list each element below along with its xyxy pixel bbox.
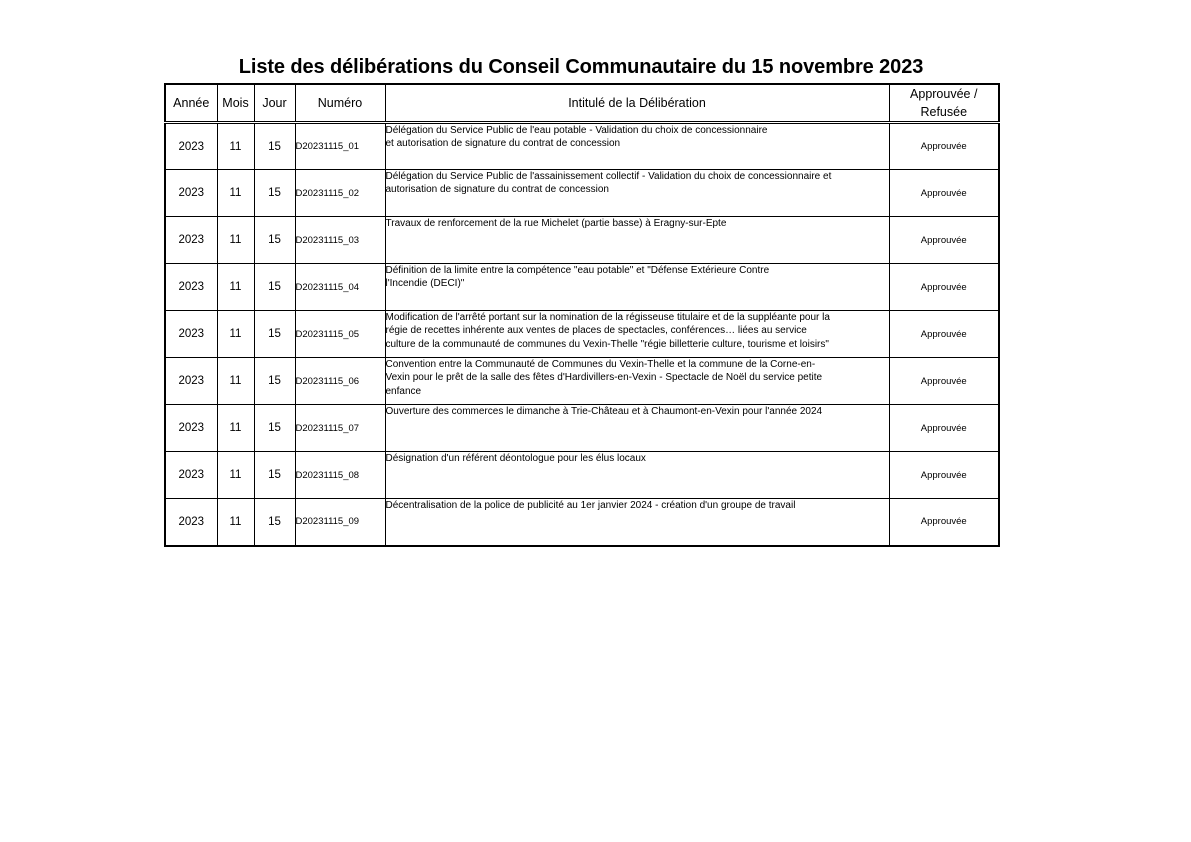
header-status-line1: Approuvée /: [910, 87, 978, 101]
cell-numero: D20231115_07: [295, 405, 385, 452]
header-intitule: Intitulé de la Délibération: [385, 84, 889, 123]
cell-annee: 2023: [165, 217, 217, 264]
cell-annee: 2023: [165, 452, 217, 499]
cell-intitule: Délégation du Service Public de l'assainissement collectif - Validation du choix de concessionnaire et autorisation de signature du contrat de concession: [385, 170, 889, 217]
cell-intitule: Convention entre la Communauté de Communes du Vexin-Thelle et la commune de la Corne-en- Vexin pour le prêt de la salle des fêtes d'Hardivillers-en-Vexin - Spectacle de Noël du service petite enfance: [385, 358, 889, 405]
cell-status: Approuvée: [889, 170, 999, 217]
header-jour: Jour: [254, 84, 295, 123]
cell-intitule: Modification de l'arrêté portant sur la nomination de la régisseuse titulaire et de la suppléante pour la régie de recettes inhérente aux ventes de places de spectacles, conférences… liées au service culture de la communauté de communes du Vexin-Thelle "régie billetterie culture, tourisme et loisirs": [385, 311, 889, 358]
table-row: [165, 358, 999, 405]
page-title: Liste des délibérations du Conseil Communautaire du 15 novembre 2023: [238, 56, 924, 78]
cell-jour: 15: [254, 452, 295, 499]
cell-numero: D20231115_02: [295, 170, 385, 217]
cell-status: Approuvée: [889, 311, 999, 358]
cell-numero: D20231115_06: [295, 358, 385, 405]
cell-status: Approuvée: [889, 123, 999, 170]
cell-intitule: Décentralisation de la police de publicité au 1er janvier 2024 - création d'un groupe de travail: [385, 499, 889, 546]
table-row: [165, 405, 999, 452]
cell-mois: 11: [217, 311, 254, 358]
table-row: [165, 123, 999, 170]
cell-intitule: Désignation d'un référent déontologue pour les élus locaux: [385, 452, 889, 499]
cell-numero: D20231115_04: [295, 264, 385, 311]
cell-mois: 11: [217, 452, 254, 499]
cell-jour: 15: [254, 311, 295, 358]
cell-annee: 2023: [165, 123, 217, 170]
cell-mois: 11: [217, 217, 254, 264]
cell-numero: D20231115_08: [295, 452, 385, 499]
cell-jour: 15: [254, 264, 295, 311]
cell-annee: 2023: [165, 264, 217, 311]
header-status-line2: Refusée: [920, 105, 968, 119]
header-status: [889, 84, 999, 123]
cell-status: Approuvée: [889, 452, 999, 499]
table-header-row: [165, 84, 999, 123]
cell-mois: 11: [217, 499, 254, 546]
cell-jour: 15: [254, 217, 295, 264]
cell-annee: 2023: [165, 170, 217, 217]
cell-mois: 11: [217, 264, 254, 311]
table-row: [165, 264, 999, 311]
cell-annee: 2023: [165, 358, 217, 405]
cell-intitule: Définition de la limite entre la compétence "eau potable" et "Défense Extérieure Contre l'Incendie (DECI)": [385, 264, 889, 311]
cell-jour: 15: [254, 358, 295, 405]
cell-annee: 2023: [165, 311, 217, 358]
header-numero: Numéro: [295, 84, 385, 123]
header-annee: Année: [165, 84, 217, 123]
header-mois: Mois: [217, 84, 254, 123]
table-row: [165, 452, 999, 499]
cell-mois: 11: [217, 170, 254, 217]
cell-annee: 2023: [165, 499, 217, 546]
cell-numero: D20231115_09: [295, 499, 385, 546]
table-row: [165, 170, 999, 217]
cell-status: Approuvée: [889, 405, 999, 452]
cell-annee: 2023: [165, 405, 217, 452]
cell-mois: 11: [217, 405, 254, 452]
cell-numero: D20231115_05: [295, 311, 385, 358]
cell-intitule: Travaux de renforcement de la rue Michelet (partie basse) à Eragny-sur-Epte: [385, 217, 889, 264]
table-row: [165, 217, 999, 264]
cell-jour: 15: [254, 170, 295, 217]
cell-numero: D20231115_01: [295, 123, 385, 170]
cell-intitule: Ouverture des commerces le dimanche à Trie-Château et à Chaumont-en-Vexin pour l'année 2024: [385, 405, 889, 452]
cell-mois: 11: [217, 358, 254, 405]
cell-jour: 15: [254, 123, 295, 170]
cell-status: Approuvée: [889, 217, 999, 264]
cell-status: Approuvée: [889, 499, 999, 546]
cell-mois: 11: [217, 123, 254, 170]
table-row: [165, 499, 999, 546]
cell-jour: 15: [254, 499, 295, 546]
cell-intitule: Délégation du Service Public de l'eau potable - Validation du choix de concessionnaire et autorisation de signature du contrat de concession: [385, 123, 889, 170]
table-row: [165, 311, 999, 358]
cell-jour: 15: [254, 405, 295, 452]
cell-numero: D20231115_03: [295, 217, 385, 264]
cell-status: Approuvée: [889, 264, 999, 311]
cell-status: Approuvée: [889, 358, 999, 405]
deliberations-table: [164, 83, 1000, 547]
